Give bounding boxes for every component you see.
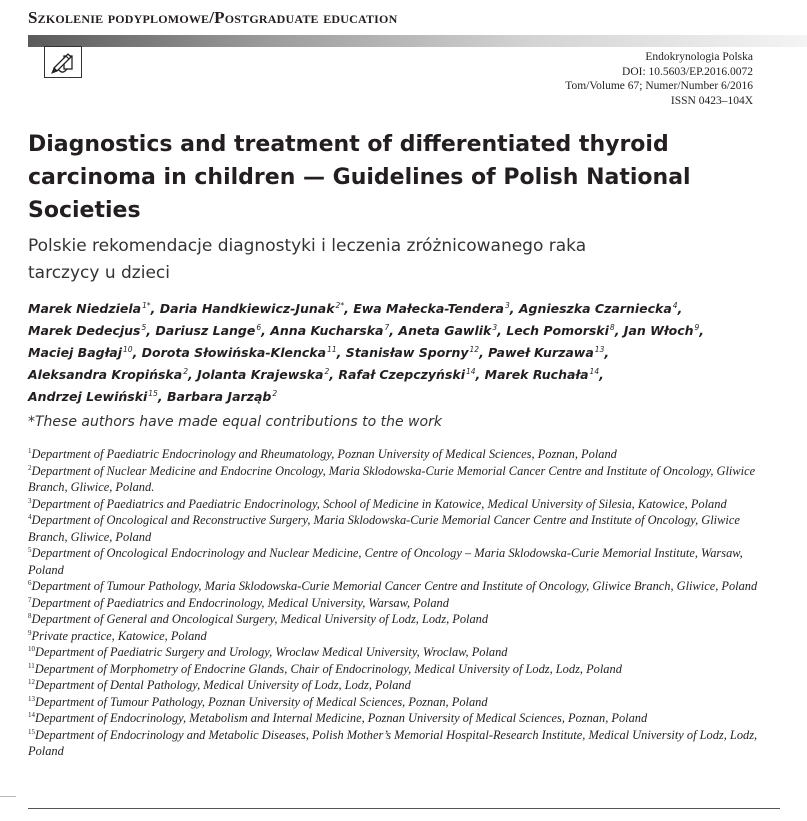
affiliation-number: 13: [28, 694, 35, 703]
affiliation-item: [28, 595, 766, 612]
affiliation-item: [28, 545, 766, 578]
journal-name: Endokrynologia Polska: [645, 51, 753, 63]
affiliation-item: [28, 644, 766, 661]
author-name-text: Ewa Małecka-Tendera: [353, 301, 504, 316]
affiliation-item: [28, 677, 766, 694]
author-affiliation-marker: 15: [148, 388, 158, 398]
author-affiliation-marker: 13: [594, 344, 605, 354]
author-name: [155, 323, 261, 338]
author-name: [346, 345, 479, 360]
author-name: [506, 323, 614, 338]
pen-writing-icon-graphic: [45, 47, 81, 77]
author-name: [197, 367, 329, 382]
affiliation-text: Department of Oncological Endocrinology and Nuclear Medicine, Centre of Oncology – Maria Sklodowska-Curie Memorial Institute, Warsaw, Poland: [28, 546, 743, 577]
journal-volume: Tom/Volume 67; Numer/Number 6/2016: [565, 80, 753, 93]
author-name-text: Jan Włoch: [623, 323, 694, 338]
author-affiliation-marker: 3: [492, 322, 498, 332]
author-affiliation-marker: 14: [466, 366, 476, 376]
journal-info: [493, 50, 753, 108]
affiliation-item: [28, 710, 766, 727]
bottom-rule: [28, 808, 780, 809]
author-affiliation-marker: 8: [609, 322, 615, 332]
author-name-text: Marek Niedziela: [28, 301, 142, 316]
author-name: [353, 301, 510, 316]
affiliation-number: 6: [28, 578, 32, 587]
author-affiliation-marker: 1*: [142, 300, 151, 310]
author-name: [28, 323, 146, 338]
author-affiliation-marker: 3: [504, 300, 510, 310]
affiliation-number: 15: [28, 727, 35, 736]
affiliation-number: 9: [28, 628, 32, 637]
affiliation-text: Department of Tumour Pathology, Poznan University of Medical Sciences, Poznan, Poland: [35, 694, 488, 709]
affiliation-number: 8: [28, 611, 32, 620]
affiliation-text: Department of General and Oncological Surgery, Medical University of Lodz, Lodz, Poland: [31, 612, 489, 626]
affiliation-number: 10: [28, 644, 35, 653]
affiliation-item: [28, 661, 766, 678]
author-name: [28, 389, 158, 404]
journal-doi: DOI: 10.5603/EP.2016.0072: [622, 65, 753, 78]
author-name-text: Stanisław Sporny: [345, 345, 469, 360]
article-subtitle: Polskie rekomendacje diagnostyki i leczenia zróżnicowanego raka tarczycy u dzieci: [28, 236, 587, 283]
affiliation-item: [28, 727, 766, 760]
affiliation-number: 12: [28, 677, 35, 686]
author-name: [488, 345, 604, 360]
author-affiliation-marker: 2: [272, 388, 278, 398]
author-name: [338, 367, 475, 382]
affiliation-item: [28, 496, 766, 513]
author-affiliation-marker: 4: [672, 300, 678, 310]
author-name: [28, 301, 151, 316]
author-name-text: Rafał Czepczyński: [338, 367, 465, 382]
author-affiliation-marker: 5: [141, 322, 147, 332]
author-name: [519, 301, 678, 316]
affiliation-text: Department of Paediatric Endocrinology and Rheumatology, Poznan University of Medical Sciences, Poznan, Poland: [31, 447, 617, 461]
author-name-text: Lech Pomorski: [506, 323, 609, 338]
author-affiliation-marker: 6: [256, 322, 262, 332]
author-name: [485, 367, 599, 382]
affiliation-item: [28, 628, 766, 645]
affiliation-item: [28, 611, 766, 628]
equal-contribution-note: *These authors have made equal contributions to the work: [28, 414, 442, 430]
affiliation-text: Department of Nuclear Medicine and Endocrine Oncology, Maria Sklodowska-Curie Memorial Cancer Centre and Institute of Oncology, Gliwice Branch, Gliwice, Poland.: [28, 463, 756, 494]
affiliation-text: Department of Endocrinology, Metabolism and Internal Medicine, Poznan University of Medical Sciences, Poznan, Poland: [35, 711, 648, 725]
author-affiliation-marker: 7: [384, 322, 390, 332]
author-name-text: Maciej Bagłaj: [28, 345, 123, 360]
affiliation-number: 1: [28, 446, 32, 455]
author-name: [28, 345, 133, 360]
author-name: [28, 367, 188, 382]
affiliation-list: [28, 446, 766, 760]
affiliation-item: [28, 694, 766, 711]
author-affiliation-marker: 9: [694, 322, 700, 332]
author-affiliation-marker: 2: [183, 366, 188, 376]
affiliation-text: Department of Paediatrics and Endocrinology, Medical University, Warsaw, Poland: [31, 595, 449, 610]
author-name: [398, 323, 497, 338]
author-affiliation-marker: 10: [123, 344, 133, 354]
author-name-text: Dariusz Lange: [155, 323, 256, 338]
author-affiliation-marker: 2: [324, 366, 330, 376]
author-name-text: Andrzej Lewiński: [28, 389, 148, 404]
journal-issn: ISSN 0423–104X: [670, 94, 753, 107]
affiliation-item: [28, 512, 766, 545]
affiliation-item: [28, 446, 766, 463]
affiliation-number: 5: [28, 545, 32, 554]
affiliation-number: 11: [28, 661, 35, 670]
affiliation-item: [28, 578, 766, 595]
affiliation-number: 3: [28, 496, 32, 505]
author-name: [167, 389, 277, 404]
author-name: [142, 345, 337, 360]
author-name-text: Aneta Gawlik: [398, 323, 492, 338]
author-name-text: Daria Handkiewicz-Junak: [159, 301, 335, 316]
author-name: [160, 301, 344, 316]
affiliation-number: 4: [28, 512, 32, 521]
pen-writing-icon: [44, 46, 82, 78]
header-gradient-bar: [28, 35, 807, 47]
section-header: [28, 8, 397, 28]
affiliation-text: Department of Paediatrics and Paediatric Endocrinology, School of Medicine in Katowice, Medical University of Silesia, Katowice, Poland: [31, 496, 727, 511]
affiliation-number: 2: [28, 463, 32, 472]
affiliation-text: Private practice, Katowice, Poland: [31, 628, 207, 643]
affiliation-text: Department of Tumour Pathology, Maria Sklodowska-Curie Memorial Cancer Centre and Institute of Oncology, Gliwice Branch, Gliwice, Poland: [31, 579, 758, 593]
affiliation-text: Department of Dental Pathology, Medical University of Lodz, Lodz, Poland: [35, 678, 411, 692]
author-name-text: Paweł Kurzawa: [488, 345, 594, 360]
affiliation-text: Department of Morphometry of Endocrine Glands, Chair of Endocrinology, Medical University of Lodz, Lodz, Poland: [34, 661, 622, 676]
author-name-text: Aleksandra Kropińska: [28, 367, 183, 382]
author-name-text: Jolanta Krajewska: [197, 367, 324, 382]
affiliation-text: Department of Endocrinology and Metabolic Diseases, Polish Mother’s Memorial Hospital-Research Institute, Medical University of Lodz, Lodz, Poland: [28, 727, 758, 758]
article-title: Diagnostics and treatment of differentiated thyroid carcinoma in children — Guidelines of Polish National Societies: [28, 132, 691, 223]
author-affiliation-marker: 2*: [335, 300, 345, 310]
author-affiliation-marker: 14: [589, 366, 600, 376]
left-margin-rule: [0, 796, 16, 797]
author-affiliation-marker: 12: [469, 344, 480, 354]
author-name: [270, 323, 389, 338]
author-name-text: Barbara Jarząb: [166, 389, 272, 404]
author-name-text: Agnieszka Czarniecka: [518, 301, 672, 316]
author-name-text: Marek Ruchała: [484, 367, 589, 382]
author-name-text: Anna Kucharska: [270, 323, 384, 338]
author-affiliation-marker: 11: [327, 344, 337, 354]
affiliation-text: Department of Oncological and Reconstructive Surgery, Maria Sklodowska-Curie Memorial Cancer Centre and Institute of Oncology, Gliwice Branch, Gliwice, Poland: [28, 513, 740, 544]
affiliation-number: 14: [28, 710, 35, 719]
affiliation-item: [28, 463, 766, 496]
author-name-text: Marek Dedecjus: [28, 323, 141, 338]
section-label: Szkolenie podyplomowe/Postgraduate education: [28, 8, 398, 27]
affiliation-text: Department of Paediatric Surgery and Urology, Wroclaw Medical University, Wroclaw, Poland: [35, 645, 508, 659]
author-name-text: Dorota Słowińska-Klencka: [141, 345, 327, 360]
author-list: Marek Niedziela$^{1*}$, Daria Handkiewicz-Junak$^{2*}$, Ewa Małecka-Tendera$^3$, Agnieszka Czarniecka$^4$, Marek Dedecjus$^5$, Dariusz Lange$^6$, Anna Kucharska$^7$, Aneta Gawlik$^3$, Lech Pomorski$^8$, Jan Włoch$^9$, Maciej Bagłaj$^{10}$, Dorota Słowińska-Klencka$^{11}$, Stanisław Sporny$^{12}$, Paweł Kurzawa$^{13}$, Aleksandra Kropińska$^2$, Jolanta Krajewska$^2$, Rafał Czepczyński$^{14}$, Marek Ruchała$^{14}$, Andrzej Lewiński$^{15}$, Barbara Jarząb$^2$: [28, 300, 705, 404]
author-name: [624, 323, 700, 338]
affiliation-number: 7: [28, 595, 32, 604]
